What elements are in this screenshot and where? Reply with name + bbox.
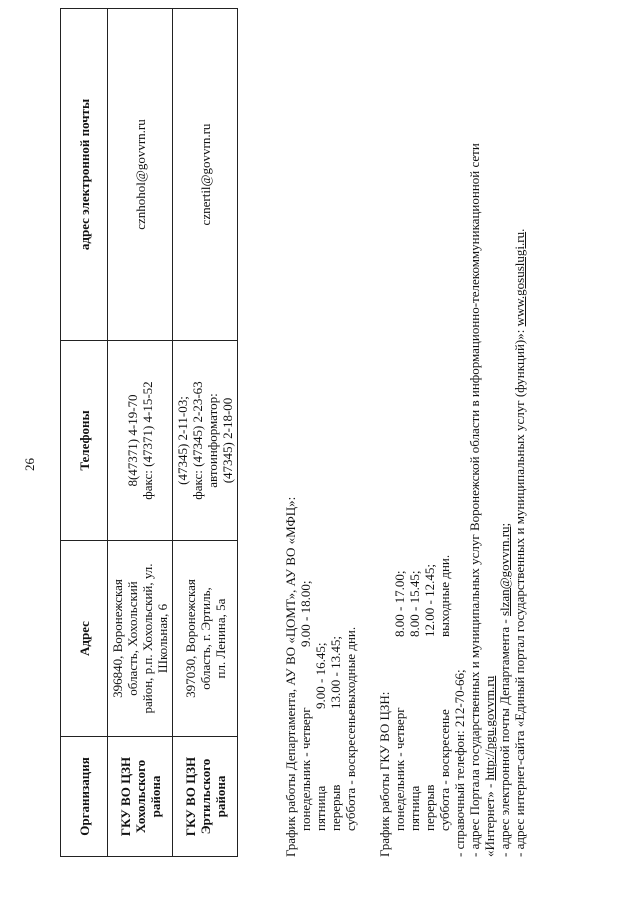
email-prefix: - адрес электронной почты Департамента - [497, 616, 512, 857]
schedule-day: пятница [313, 785, 328, 831]
portal-address-line: - адрес Портала государственных и муниципальных услуг Воронежской области в информационно-телекоммуникационной сети [467, 143, 482, 857]
gosuslugi-link[interactable]: www.gosuslugi.ru [512, 231, 527, 327]
org-line: Эртильского [197, 758, 213, 835]
schedule-time: выходные дни. [343, 626, 358, 709]
phone-line: 8(47371) 4-19-70 [125, 394, 140, 487]
schedule-time: 8.00 - 15.45; [407, 570, 422, 637]
table-header-row [61, 9, 108, 857]
cell-phones [108, 341, 173, 541]
address-line: район, р.п. Хохольский, ул. [140, 563, 155, 714]
header-email: адрес электронной почты [61, 9, 108, 341]
cell-email: cznhohol@govvrn.ru [108, 9, 173, 341]
address-line: Школьная, 6 [155, 603, 170, 674]
table-row [108, 9, 173, 857]
cell-email: cznertil@govvrn.ru [173, 9, 238, 341]
department-schedule-title: График работы Департамента, АУ ВО «ЦОМТ», АУ ВО «МФЦ»: [283, 496, 298, 857]
phone-line: (47345) 2-11-03; [175, 396, 190, 485]
schedule-day: пятница [407, 785, 422, 831]
org-line: района [212, 775, 228, 818]
reference-phone: - справочный телефон: 212-70-66; [452, 669, 467, 857]
cell-address [108, 541, 173, 737]
phone-line: факс: (47371) 4-15-52 [140, 381, 155, 500]
schedule-row [328, 7, 343, 857]
phone-line: (47345) 2-18-00 [220, 397, 235, 484]
organizations-table [60, 8, 238, 857]
phone-line: факс: (47345) 2-23-63 [190, 381, 205, 500]
schedule-day: суббота - воскресенье [343, 709, 358, 831]
site-suffix: . [512, 228, 527, 232]
schedules-section [283, 7, 527, 857]
schedule-day: понедельник - четверг [298, 707, 313, 831]
schedule-time: выходные дни. [437, 554, 452, 637]
gku-schedule-title: График работы ГКУ ВО ЦЗН: [377, 691, 392, 857]
header-phones: Телефоны [61, 341, 108, 541]
department-email-link[interactable]: slzan@govvrn.ru [497, 526, 512, 617]
org-line: ГКУ ВО ЦЗН [182, 756, 198, 837]
address-line: 396840, Воронежская [110, 579, 125, 698]
address-line: область, Хохольский [125, 581, 140, 696]
schedule-row [313, 7, 328, 857]
schedule-day: понедельник - четверг [392, 707, 407, 831]
schedule-day: суббота - воскресенье [437, 709, 452, 831]
cell-organization [108, 737, 173, 857]
portal-address-line-2 [482, 7, 497, 857]
page-number: 26 [22, 458, 37, 471]
schedule-row [392, 7, 407, 857]
phone-line: автоинформатор: [205, 393, 220, 488]
cell-phones [173, 341, 238, 541]
cell-address [173, 541, 238, 737]
schedule-time: 8.00 - 17.00; [392, 570, 407, 637]
cell-organization [173, 737, 238, 857]
schedule-row [422, 7, 437, 857]
schedule-time: 9.00 - 18.00; [298, 580, 313, 647]
schedule-row [407, 7, 422, 857]
header-organization: Организация [61, 737, 108, 857]
schedule-row [298, 7, 313, 857]
site-prefix: - адрес интернет-сайта «Единый портал государственных и муниципальных услуг (функций)»: [512, 326, 527, 857]
address-line: пл. Ленина, 5а [212, 598, 228, 679]
org-line: ГКУ ВО ЦЗН [117, 756, 133, 837]
schedule-time: 12.00 - 12.45; [422, 564, 437, 637]
schedule-row [343, 7, 358, 857]
site-address-line [512, 7, 527, 857]
header-address: Адрес [61, 541, 108, 737]
schedule-row [437, 7, 452, 857]
schedule-day: перерыв [328, 784, 343, 831]
schedule-day: перерыв [422, 784, 437, 831]
schedule-time: 13.00 - 13.45; [328, 636, 343, 709]
address-line: область, г. Эртиль, [197, 587, 213, 690]
schedule-time: 9.00 - 16.45; [313, 642, 328, 709]
org-line: Хохольского [132, 759, 148, 834]
address-line: 397030, Воронежская [182, 579, 198, 698]
portal-prefix: «Интернет» - [482, 780, 497, 857]
gku-schedule [377, 7, 527, 857]
table-row [173, 9, 238, 857]
org-line: района [147, 775, 163, 818]
email-suffix: ; [497, 522, 512, 527]
department-email-line [497, 7, 512, 857]
portal-link[interactable]: http://pgu.govvrn.ru [482, 675, 497, 781]
department-schedule [283, 7, 358, 857]
